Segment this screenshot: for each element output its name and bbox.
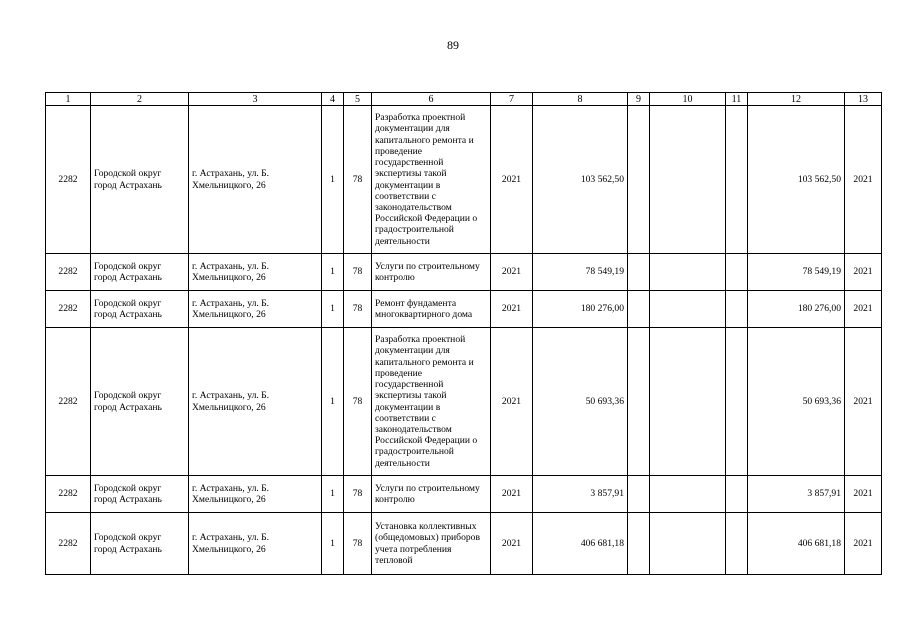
table-row	[46, 513, 882, 575]
row-col9	[628, 476, 650, 513]
row-col4: 1	[322, 476, 344, 513]
row-municipality: Городской округ город Астрахань	[91, 328, 189, 476]
row-col4: 1	[322, 254, 344, 291]
row-total: 3 857,91	[748, 476, 845, 513]
row-code: 2282	[46, 291, 91, 328]
work-type-text: Разработка проектной документации для капитального ремонта и проведение государственной экспертизы такой документации в соответствии с законодательством Российской Федерации о градостроительной деятельности	[375, 112, 478, 247]
row-col11	[726, 476, 748, 513]
column-header: 13	[845, 93, 882, 106]
row-amount: 50 693,36	[533, 328, 628, 476]
row-year: 2021	[491, 328, 533, 476]
row-amount: 78 549,19	[533, 254, 628, 291]
row-year: 2021	[491, 106, 533, 254]
row-col5: 78	[344, 476, 372, 513]
row-year-end: 2021	[845, 254, 882, 291]
row-municipality: Городской округ город Астрахань	[91, 254, 189, 291]
row-address: г. Астрахань, ул. Б. Хмельницкого, 26	[189, 291, 322, 328]
row-col11	[726, 254, 748, 291]
row-year-end: 2021	[845, 291, 882, 328]
row-work-type	[372, 328, 491, 476]
row-year-end: 2021	[845, 476, 882, 513]
row-address: г. Астрахань, ул. Б. Хмельницкого, 26	[189, 476, 322, 513]
row-col10	[650, 291, 726, 328]
table-row	[46, 476, 882, 513]
row-work-type	[372, 106, 491, 254]
row-year: 2021	[491, 476, 533, 513]
row-total: 180 276,00	[748, 291, 845, 328]
row-year-end: 2021	[845, 328, 882, 476]
row-col5: 78	[344, 291, 372, 328]
row-total: 103 562,50	[748, 106, 845, 254]
row-col10	[650, 476, 726, 513]
row-col4: 1	[322, 513, 344, 575]
row-col9	[628, 328, 650, 476]
row-year-end: 2021	[845, 106, 882, 254]
row-code: 2282	[46, 254, 91, 291]
row-code: 2282	[46, 513, 91, 575]
column-header: 10	[650, 93, 726, 106]
row-col5: 78	[344, 328, 372, 476]
column-header: 4	[322, 93, 344, 106]
row-col5: 78	[344, 106, 372, 254]
column-header: 6	[372, 93, 491, 106]
column-header: 9	[628, 93, 650, 106]
row-col9	[628, 106, 650, 254]
row-municipality: Городской округ город Астрахань	[91, 291, 189, 328]
row-col10	[650, 106, 726, 254]
column-header: 11	[726, 93, 748, 106]
row-address: г. Астрахань, ул. Б. Хмельницкого, 26	[189, 106, 322, 254]
row-year: 2021	[491, 291, 533, 328]
column-header: 2	[91, 93, 189, 106]
row-code: 2282	[46, 476, 91, 513]
row-col5: 78	[344, 513, 372, 575]
row-col10	[650, 513, 726, 575]
row-work-type	[372, 291, 491, 328]
row-col11	[726, 513, 748, 575]
row-col10	[650, 328, 726, 476]
column-header: 12	[748, 93, 845, 106]
row-col4: 1	[322, 106, 344, 254]
row-total: 406 681,18	[748, 513, 845, 575]
row-total: 78 549,19	[748, 254, 845, 291]
work-type-text: Установка коллективных (общедомовых) приборов учета потребления тепловой	[375, 521, 480, 566]
row-year: 2021	[491, 513, 533, 575]
row-municipality: Городской округ город Астрахань	[91, 476, 189, 513]
page-number: 89	[447, 38, 459, 52]
row-col5: 78	[344, 254, 372, 291]
column-header: 3	[189, 93, 322, 106]
table-row	[46, 106, 882, 254]
work-type-text: Услуги по строительному контролю	[375, 260, 480, 283]
column-number-row	[46, 93, 882, 106]
row-municipality: Городской округ город Астрахань	[91, 513, 189, 575]
table-row	[46, 291, 882, 328]
work-type-text: Разработка проектной документации для капитального ремонта и проведение государственной экспертизы такой документации в соответствии с законодательством Российской Федерации о градостроительной деятельности	[375, 334, 478, 469]
table-row	[46, 328, 882, 476]
row-total: 50 693,36	[748, 328, 845, 476]
row-address: г. Астрахань, ул. Б. Хмельницкого, 26	[189, 513, 322, 575]
row-year-end: 2021	[845, 513, 882, 575]
row-col11	[726, 106, 748, 254]
row-work-type	[372, 513, 491, 575]
column-header: 8	[533, 93, 628, 106]
row-col4: 1	[322, 291, 344, 328]
column-header: 1	[46, 93, 91, 106]
capital-repair-table	[45, 92, 882, 575]
row-address: г. Астрахань, ул. Б. Хмельницкого, 26	[189, 328, 322, 476]
row-municipality: Городской округ город Астрахань	[91, 106, 189, 254]
row-work-type	[372, 476, 491, 513]
table-row	[46, 254, 882, 291]
row-col9	[628, 254, 650, 291]
column-header: 5	[344, 93, 372, 106]
row-col11	[726, 328, 748, 476]
row-col9	[628, 513, 650, 575]
row-col10	[650, 254, 726, 291]
row-code: 2282	[46, 328, 91, 476]
row-col9	[628, 291, 650, 328]
row-amount: 3 857,91	[533, 476, 628, 513]
row-col11	[726, 291, 748, 328]
row-col4: 1	[322, 328, 344, 476]
work-type-text: Ремонт фундамента многоквартирного дома	[375, 297, 473, 320]
row-code: 2282	[46, 106, 91, 254]
row-amount: 180 276,00	[533, 291, 628, 328]
row-year: 2021	[491, 254, 533, 291]
work-type-text: Услуги по строительному контролю	[375, 482, 480, 505]
row-address: г. Астрахань, ул. Б. Хмельницкого, 26	[189, 254, 322, 291]
row-work-type	[372, 254, 491, 291]
row-amount: 103 562,50	[533, 106, 628, 254]
row-amount: 406 681,18	[533, 513, 628, 575]
column-header: 7	[491, 93, 533, 106]
